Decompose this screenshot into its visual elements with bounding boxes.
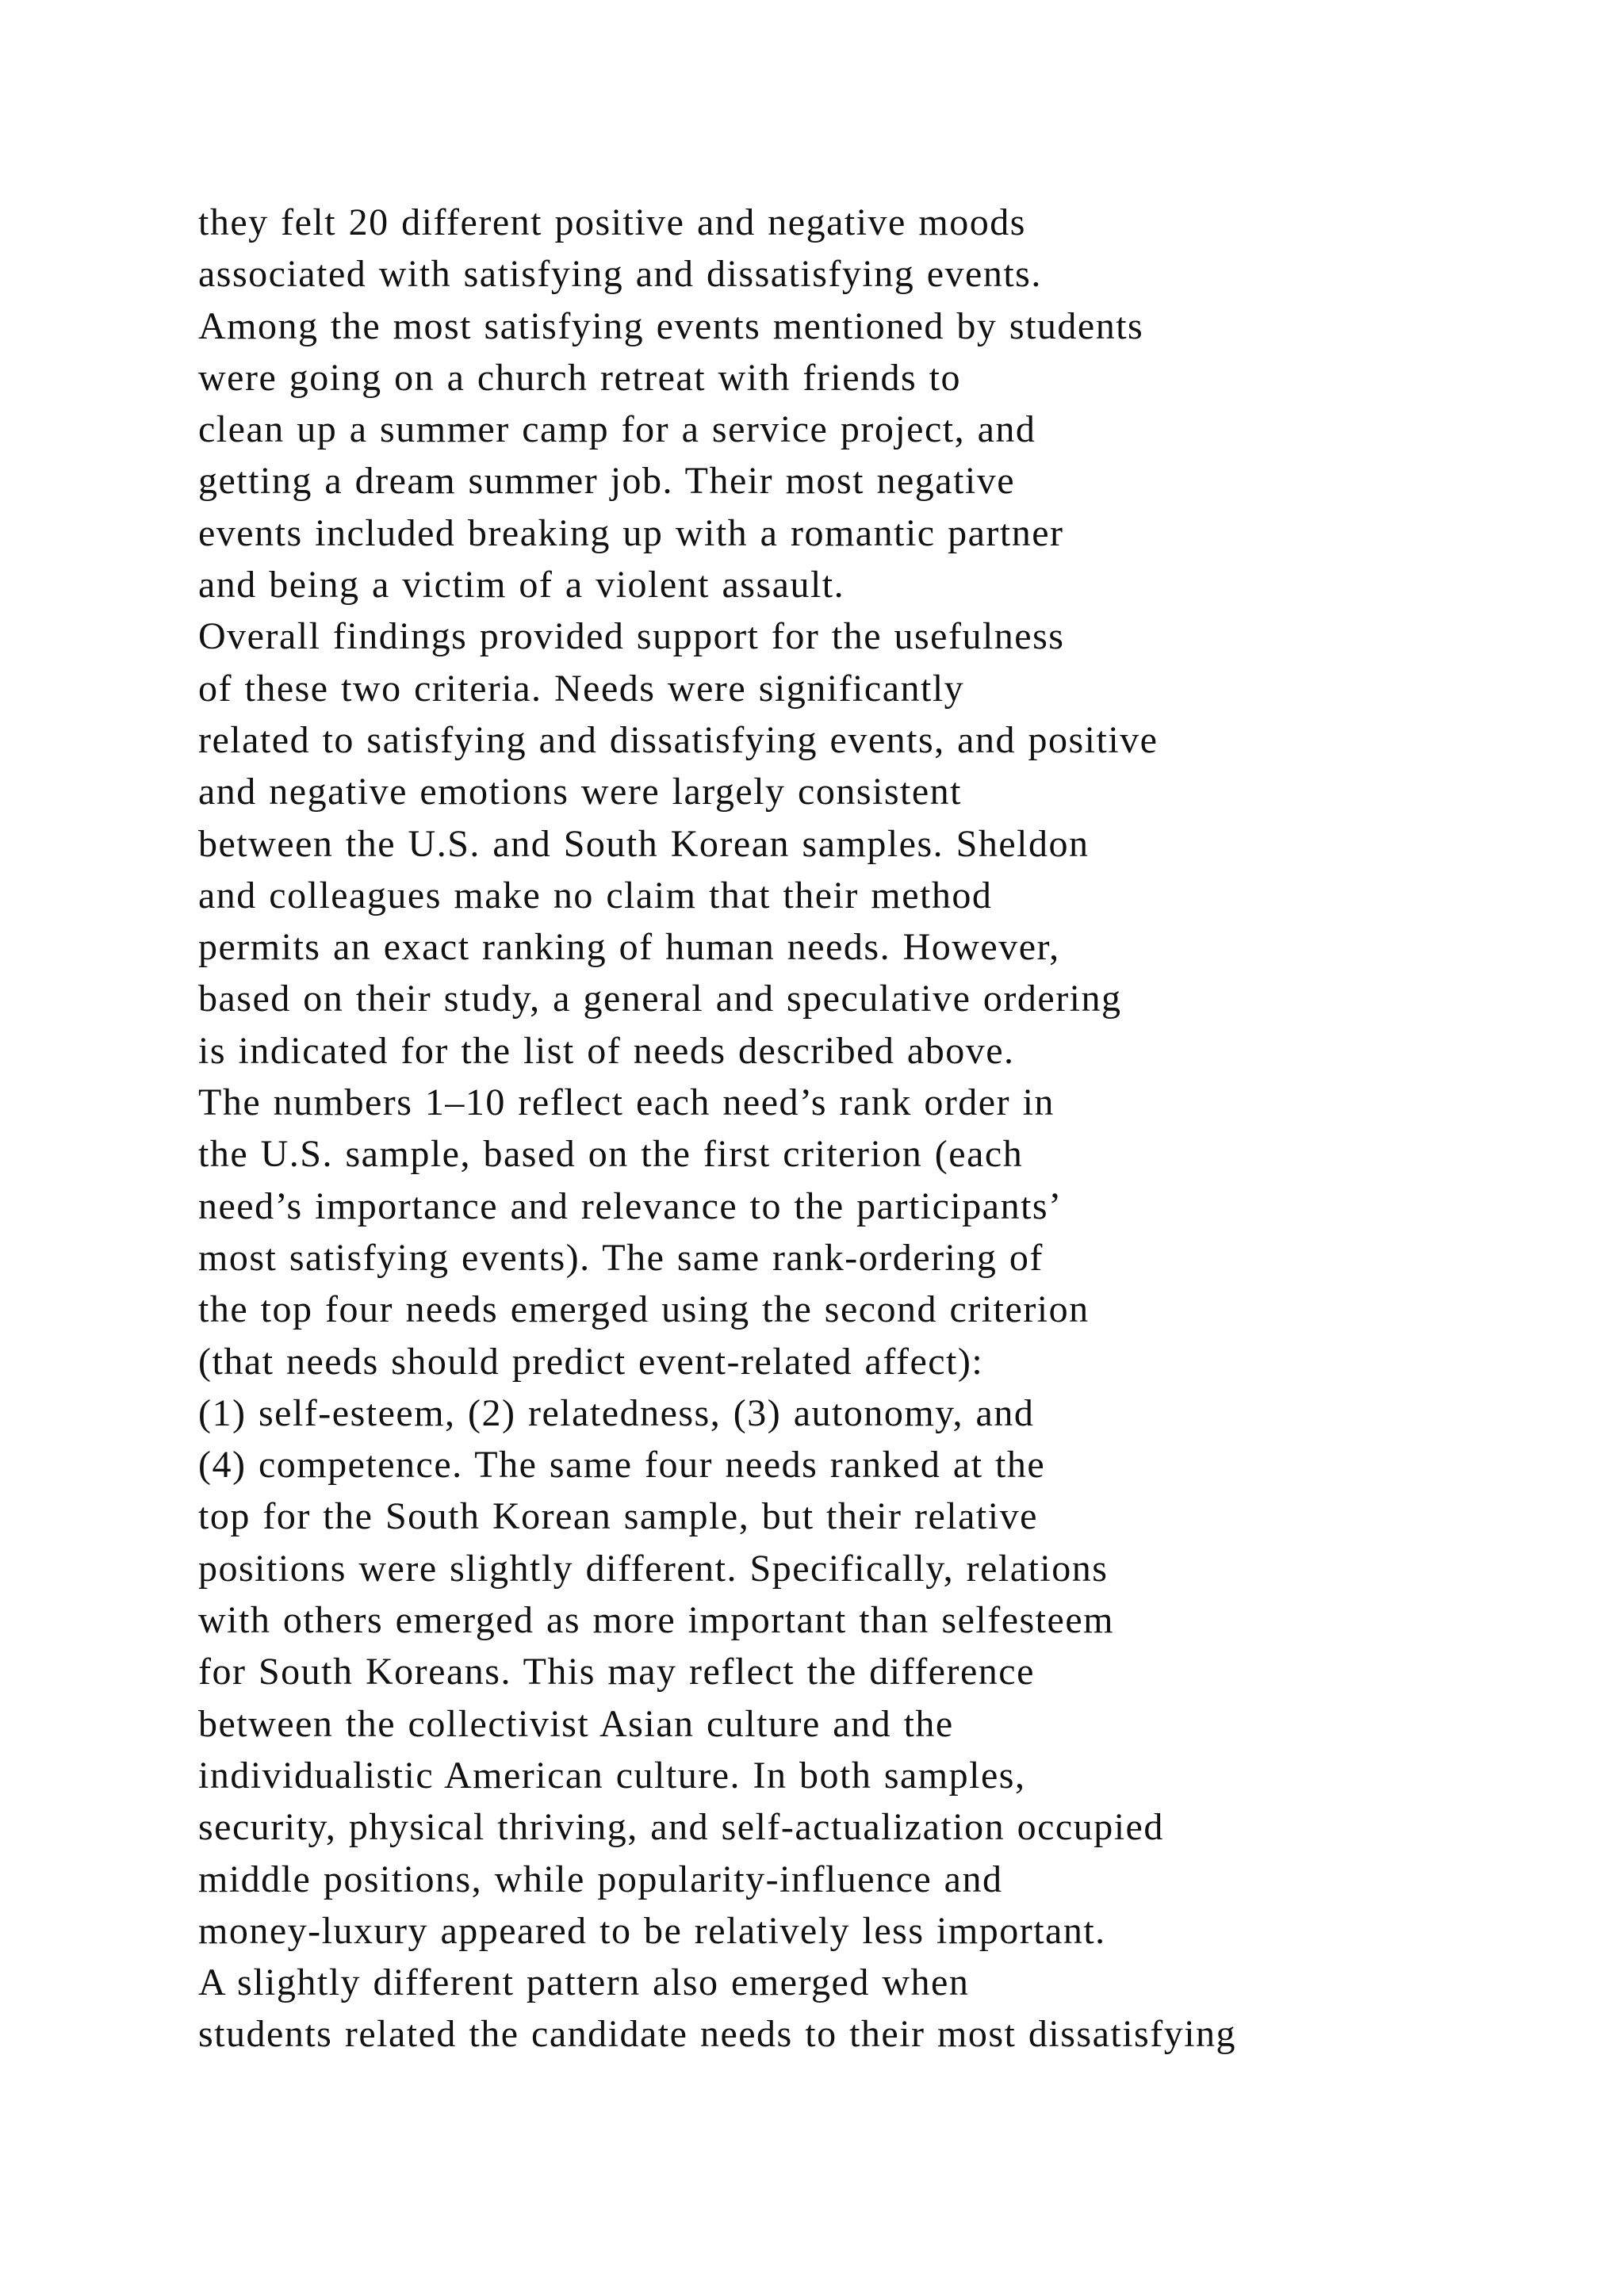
text-line: and being a victim of a violent assault. <box>198 564 845 607</box>
text-line: money-luxury appeared to be relatively less important. <box>198 1909 1106 1952</box>
text-line: The numbers 1–10 reflect each need’s rank order in <box>198 1081 1055 1124</box>
text-line: with others emerged as more important than selfesteem <box>198 1599 1114 1642</box>
text-line: based on their study, a general and speculative ordering <box>198 978 1122 1020</box>
text-line: Overall findings provided support for the usefulness <box>198 615 1065 658</box>
text-line: clean up a summer camp for a service project, and <box>198 408 1036 451</box>
text-line: related to satisfying and dissatisfying events, and positive <box>198 718 1159 761</box>
text-line: the top four needs emerged using the second criterion <box>198 1288 1090 1331</box>
text-line: and colleagues make no claim that their method <box>198 874 993 916</box>
text-line: (1) self-esteem, (2) relatedness, (3) autonomy, and <box>198 1391 1035 1434</box>
text-line: need’s importance and relevance to the participants’ <box>198 1184 1063 1227</box>
text-line: A slightly different pattern also emerged when <box>198 1961 970 2004</box>
text-line: getting a dream summer job. Their most negative <box>198 460 1016 503</box>
text-line: events included breaking up with a romantic partner <box>198 511 1064 554</box>
text-line: middle positions, while popularity-influence and <box>198 1858 1003 1900</box>
text-line: associated with satisfying and dissatisfying events. <box>198 253 1042 296</box>
text-line: positions were slightly different. Specifically, relations <box>198 1547 1109 1590</box>
text-line: (4) competence. The same four needs ranked at the <box>198 1444 1046 1487</box>
text-line: between the collectivist Asian culture and the <box>198 1702 954 1745</box>
text-line: of these two criteria. Needs were significantly <box>198 667 965 710</box>
text-line: and negative emotions were largely consistent <box>198 771 963 813</box>
text-line: between the U.S. and South Korean samples. Sheldon <box>198 822 1090 865</box>
text-line: Among the most satisfying events mentioned by students <box>198 304 1144 347</box>
text-line: for South Koreans. This may reflect the difference <box>198 1651 1035 1693</box>
text-line: the U.S. sample, based on the first criterion (each <box>198 1133 1024 1176</box>
text-line: most satisfying events). The same rank-ordering of <box>198 1236 1044 1279</box>
text-line: is indicated for the list of needs described above. <box>198 1029 1015 1072</box>
text-line: were going on a church retreat with friends to <box>198 356 962 399</box>
text-line: permits an exact ranking of human needs. However, <box>198 926 1060 969</box>
text-line: top for the South Korean sample, but their relative <box>198 1495 1038 1538</box>
body-text <box>198 197 1610 2061</box>
text-line: individualistic American culture. In both samples, <box>198 1754 1026 1797</box>
text-line: they felt 20 different positive and negative moods <box>198 201 1026 243</box>
text-line: (that needs should predict event-related affect): <box>198 1340 984 1383</box>
text-line: students related the candidate needs to their most dissatisfying <box>198 2013 1237 2056</box>
text-line: security, physical thriving, and self-actualization occupied <box>198 1806 1164 1849</box>
